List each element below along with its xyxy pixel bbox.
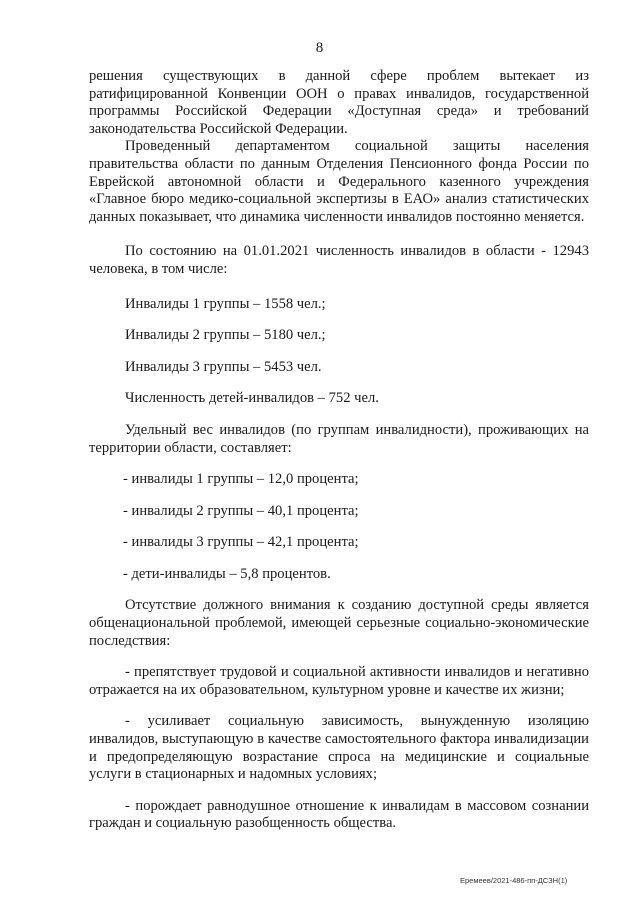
share-group-1: - инвалиды 1 группы – 12,0 процента; xyxy=(123,471,359,488)
page-number: 8 xyxy=(315,40,324,56)
paragraph-conventions: решения существующих в данной сфере проблем вытекает из ратифицированной Конвенции ООН о правах инвалидов, государственной программы Российской Федерации «Доступная среда» и требований законодательства Российской Федерации. xyxy=(89,68,589,137)
group-1-count: Инвалиды 1 группы – 1558 чел.; xyxy=(125,295,326,312)
share-children: - дети-инвалиды – 5,8 процентов. xyxy=(123,565,331,582)
paragraph-total-count: По состоянию на 01.01.2021 численность инвалидов в области - 12943 человека, в том числе: xyxy=(89,243,589,277)
consequence-3: - порождает равнодушное отношение к инвалидам в массовом сознании граждан и социальную разобщенность общества. xyxy=(89,797,589,832)
group-2-count: Инвалиды 2 группы – 5180 чел.; xyxy=(125,327,326,344)
document-footer-code: Еремеев/2021-486-пп-ДСЗН(1) xyxy=(460,876,568,885)
consequence-2: - усиливает социальную зависимость, вынужденную изоляцию инвалидов, выступающую в качестве самостоятельного фактора инвалидизации и предопределяющую возрастание спроса на медицинские и социальные услуги в стационарных и надомных условиях; xyxy=(89,713,589,783)
children-count: Численность детей-инвалидов – 752 чел. xyxy=(125,390,379,407)
share-group-2: - инвалиды 2 группы – 40,1 процента; xyxy=(123,502,359,519)
paragraph-analysis: Проведенный департаментом социальной защиты населения правительства области по данным Отделения Пенсионного фонда России по Еврейской автономной области и Федерального казенного учреждения «Главное бюро медико-социальной экспертизы в ЕАО» анализ статистических данных показывает, что динамика численности инвалидов постоянно меняется. xyxy=(89,138,589,225)
document-body xyxy=(89,68,589,833)
group-3-count: Инвалиды 3 группы – 5453 чел. xyxy=(125,358,322,375)
paragraph-problem: Отсутствие должного внимания к созданию доступной среды является общенациональной проблемой, имеющей серьезные социально-экономические последствия: xyxy=(89,597,589,649)
share-group-3: - инвалиды 3 группы – 42,1 процента; xyxy=(123,534,359,551)
consequence-1: - препятствует трудовой и социальной активности инвалидов и негативно отражается на их образовательном, культурном уровне и качестве их жизни; xyxy=(89,664,589,698)
paragraph-shares: Удельный вес инвалидов (по группам инвалидности), проживающих на территории области, составляет: xyxy=(89,421,589,456)
